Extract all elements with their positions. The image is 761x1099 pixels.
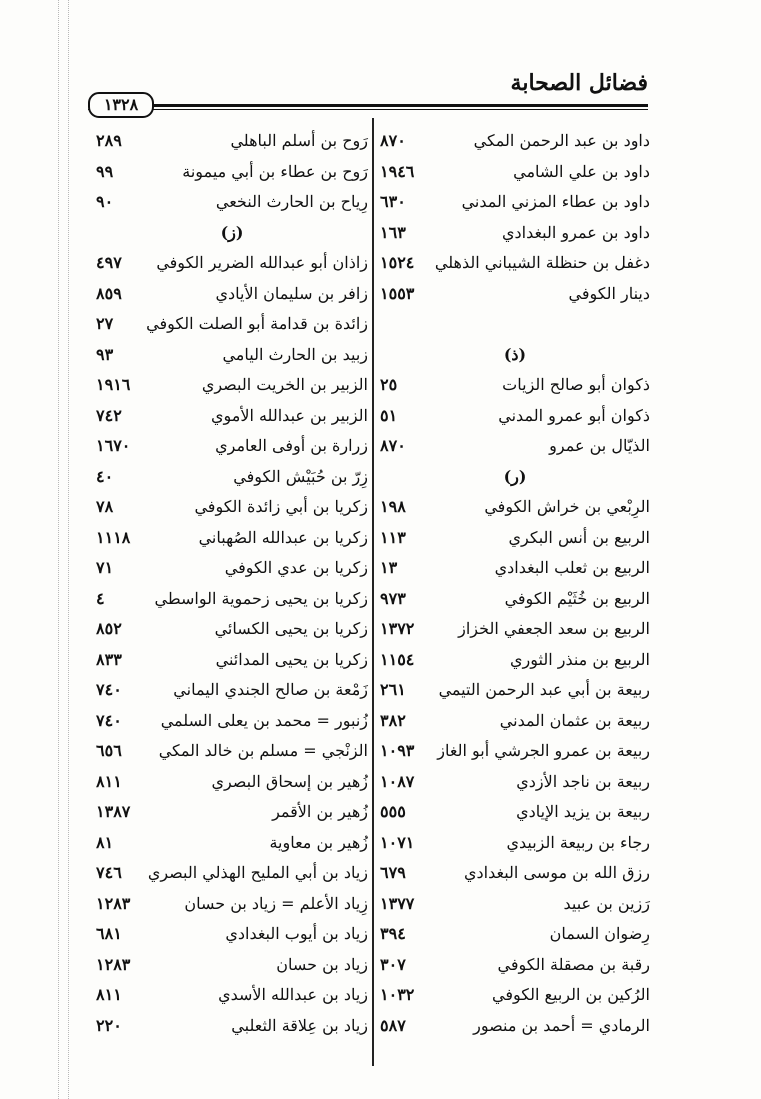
entry-name: زائدة بن قدامة أبو الصلت الكوفي	[146, 314, 368, 333]
entry-name: زِرّ بن حُبَيْش الكوفي	[233, 466, 368, 486]
entry-number: ١٠٨٧	[380, 771, 415, 791]
index-entry	[380, 159, 650, 190]
index-entry	[380, 281, 650, 312]
entry-number: ١٣٧٢	[380, 619, 415, 638]
entry-name: داود بن علي الشامي	[513, 161, 650, 181]
entry-number: ٢٧	[96, 314, 114, 333]
index-entry	[96, 128, 368, 159]
entry-number: ٧١	[96, 558, 114, 577]
entry-name: رِياح بن الحارث النخعي	[215, 192, 368, 211]
entry-name: الربيع بن أنس البكري	[508, 527, 650, 547]
entry-name: زرارة بن أوفى العامري	[215, 436, 368, 455]
index-entry	[96, 982, 368, 1013]
entry-name: الربيع بن ثعلب البغدادي	[494, 558, 650, 577]
entry-number: ٩٧٣	[380, 588, 406, 608]
entry-name: ربيعة بن عمرو الجرشي أبو الغاز	[437, 741, 650, 760]
entry-number: ٦٥٦	[96, 741, 122, 760]
index-entry	[96, 555, 368, 586]
index-entry	[380, 494, 650, 525]
section-heading: (ر)	[503, 466, 527, 486]
index-entry	[380, 250, 650, 281]
index-entry	[96, 677, 368, 708]
entry-name: ربيعة بن عثمان المدني	[499, 710, 650, 730]
index-entry	[380, 799, 650, 830]
index-entry	[96, 769, 368, 800]
index-column-right	[380, 128, 650, 1043]
index-entry	[380, 189, 650, 220]
entry-number: ١٥٢٤	[380, 253, 415, 272]
entry-name: زَمْعة بن صالح الجندي اليماني	[173, 680, 368, 699]
entry-name: زكريا بن أبي زائدة الكوفي	[194, 497, 368, 516]
entry-name: دينار الكوفي	[568, 283, 650, 303]
index-entry	[380, 647, 650, 678]
index-entry	[96, 830, 368, 861]
index-entry	[96, 281, 368, 312]
index-entry	[380, 891, 650, 922]
index-entry	[96, 860, 368, 891]
entry-number: ٥٥٥	[380, 802, 406, 821]
margin-line	[68, 0, 70, 1099]
entry-name: زياد بن عبدالله الأسدي	[218, 985, 368, 1004]
entry-number: ٧٤٢	[96, 405, 122, 425]
index-entry	[380, 952, 650, 983]
entry-name: زكريا بن يحيى زحموية الواسطي	[154, 588, 368, 608]
entry-name: الزنْجي = مسلم بن خالد المكي	[158, 741, 368, 760]
entry-number: ٢٢٠	[96, 1015, 122, 1035]
entry-number: ٤٠	[96, 466, 114, 486]
index-entry	[96, 708, 368, 739]
index-entry	[96, 433, 368, 464]
entry-name: رقبة بن مصقلة الكوفي	[497, 954, 650, 974]
column-divider	[372, 118, 374, 1066]
entry-name: زياد بن حسان	[276, 954, 368, 974]
entry-name: زُهير بن إسحاق البصري	[211, 771, 368, 791]
entry-number: ٨١١	[96, 771, 122, 791]
entry-name: داود بن عبد الرحمن المكي	[473, 131, 650, 150]
entry-number: ٨٥٢	[96, 619, 122, 638]
index-entry	[380, 860, 650, 891]
index-entry	[380, 586, 650, 617]
entry-name: ربيعة بن يزيد الإيادي	[516, 802, 650, 821]
entry-number: ٨٥٩	[96, 283, 122, 303]
index-entry	[380, 830, 650, 861]
entry-name: ربيعة بن ناجد الأزدي	[516, 771, 650, 791]
entry-name: الربيع بن خُثَيْم الكوفي	[504, 588, 650, 608]
index-entry	[96, 1013, 368, 1044]
index-column-left	[96, 128, 368, 1043]
entry-name: رَوح بن أسلم الباهلي	[230, 131, 368, 150]
index-entry	[380, 311, 650, 342]
entry-name: داود بن عطاء المزني المدني	[461, 192, 650, 211]
entry-number: ١١٣	[380, 527, 406, 547]
entry-number: ٤	[96, 588, 105, 608]
entry-name: زكريا بن عدي الكوفي	[224, 558, 368, 577]
index-entry	[96, 464, 368, 495]
index-entry	[380, 555, 650, 586]
index-entry	[380, 769, 650, 800]
entry-name: الرِبْعي بن خراش الكوفي	[484, 497, 650, 516]
index-entry	[96, 494, 368, 525]
entry-number: ٧٤٠	[96, 680, 122, 699]
entry-number: ١٣٨٧	[96, 802, 131, 821]
section-heading: (ذ)	[503, 344, 527, 364]
index-entry	[380, 708, 650, 739]
entry-number: ٨١	[96, 832, 114, 852]
entry-number: ٦٧٩	[380, 863, 406, 882]
index-entry	[96, 159, 368, 190]
entry-name: الزبير بن عبدالله الأموي	[210, 405, 368, 425]
index-entry	[380, 220, 650, 251]
entry-name: زُهير بن معاوية	[269, 832, 368, 852]
entry-number: ١٢٨٣	[96, 893, 131, 913]
entry-number: ١٦٣	[380, 222, 406, 242]
entry-name: ذكوان أبو صالح الزيات	[502, 375, 650, 394]
section-heading: (ز)	[220, 222, 244, 242]
entry-name: زياد بن عِلاقة الثعلبي	[231, 1015, 368, 1035]
entry-name: زبيد بن الحارث اليامي	[222, 344, 368, 364]
index-entry	[96, 342, 368, 373]
entry-name: الربيع بن سعد الجعفي الخزاز	[458, 619, 650, 638]
entry-name: ذكوان أبو عمرو المدني	[498, 405, 650, 425]
page-header	[88, 70, 648, 114]
entry-name: زُنبور = محمد بن يعلى السلمي	[160, 710, 368, 730]
entry-name: زُهير بن الأقمر	[272, 802, 368, 821]
index-entry	[96, 921, 368, 952]
entry-number: ٨٧٠	[380, 131, 406, 150]
entry-number: ١٠٩٣	[380, 741, 415, 760]
entry-name: الرُكين بن الربيع الكوفي	[491, 985, 650, 1004]
entry-number: ١٢٨٣	[96, 954, 131, 974]
section-letter	[96, 220, 368, 251]
entry-number: ٢٥	[380, 375, 398, 394]
index-entry	[96, 372, 368, 403]
index-entry	[96, 891, 368, 922]
entry-number: ٣٩٤	[380, 924, 406, 943]
entry-number: ١١١٨	[96, 527, 131, 547]
entry-number: ١٠٣٢	[380, 985, 415, 1004]
entry-number: ١٩٨	[380, 497, 406, 516]
entry-name: ربيعة بن أبي عبد الرحمن التيمي	[438, 680, 650, 699]
entry-number: ٦٣٠	[380, 192, 406, 211]
index-entry	[380, 1013, 650, 1044]
margin-line	[58, 0, 60, 1099]
entry-name: الرمادي = أحمد بن منصور	[473, 1015, 650, 1035]
entry-number: ٤٩٧	[96, 253, 122, 272]
entry-number: ٧٤٠	[96, 710, 122, 730]
index-entry	[96, 799, 368, 830]
page-number: ١٣٢٨	[88, 92, 154, 118]
entry-name: دغفل بن حنظلة الشيباني الذهلي	[434, 253, 650, 272]
index-entry	[380, 921, 650, 952]
entry-number: ٨١١	[96, 985, 122, 1004]
entry-number: ٧٤٦	[96, 863, 122, 882]
entry-name: داود بن عمرو البغدادي	[501, 222, 650, 242]
entry-name: زكريا بن يحيى الكسائي	[214, 619, 368, 638]
entry-number: ٢٨٩	[96, 131, 122, 150]
index-entry	[380, 616, 650, 647]
entry-name: الربيع بن منذر الثوري	[509, 649, 650, 669]
index-entry	[380, 982, 650, 1013]
entry-number: ١٩١٦	[96, 375, 131, 394]
index-entry	[380, 128, 650, 159]
entry-number: ٧٨	[96, 497, 114, 516]
entry-name: زكريا بن عبدالله الصُهباني	[198, 527, 368, 547]
entry-number: ١٦٧٠	[96, 436, 131, 455]
index-entry	[96, 616, 368, 647]
index-entry	[96, 738, 368, 769]
index-entry	[380, 738, 650, 769]
entry-number: ٨٧٠	[380, 436, 406, 455]
entry-number: ١٣٧٧	[380, 893, 415, 913]
entry-name: زكريا بن يحيى المدائني	[215, 649, 368, 669]
entry-number: ١٥٥٣	[380, 283, 415, 303]
entry-name: زياد بن أبي المليح الهذلي البصري	[147, 863, 368, 882]
entry-number: ٣٨٢	[380, 710, 406, 730]
entry-name: زياد بن أيوب البغدادي	[225, 924, 368, 943]
index-entry	[96, 250, 368, 281]
index-entry	[380, 433, 650, 464]
entry-name: رجاء بن ربيعة الزبيدي	[506, 832, 650, 852]
header-rule	[88, 104, 648, 107]
entry-number: ١٣	[380, 558, 398, 577]
entry-number: ٣٠٧	[380, 954, 406, 974]
entry-name: الذيّال بن عمرو	[549, 436, 650, 455]
index-entry	[96, 647, 368, 678]
index-entry	[380, 525, 650, 556]
entry-name: رَزين بن عبيد	[563, 893, 650, 913]
entry-number: ٩٠	[96, 192, 114, 211]
entry-number: ٩٣	[96, 344, 114, 364]
entry-number: ٢٦١	[380, 680, 406, 699]
entry-name: زِياد الأعلم = زياد بن حسان	[184, 893, 368, 913]
entry-name: رزق الله بن موسى البغدادي	[464, 863, 650, 882]
entry-number: ٦٨١	[96, 924, 122, 943]
index-entry	[96, 403, 368, 434]
entry-number: ١١٥٤	[380, 649, 415, 669]
section-letter	[380, 464, 650, 495]
section-letter	[380, 342, 650, 373]
book-title: فضائل الصحابة	[510, 70, 648, 96]
entry-number: ١٩٤٦	[380, 161, 415, 181]
entry-name: رَوح بن عطاء بن أبي ميمونة	[182, 161, 368, 181]
entry-name: الزبير بن الخريت البصري	[201, 375, 368, 394]
entry-number: ٥٨٧	[380, 1015, 406, 1035]
index-entry	[380, 677, 650, 708]
entry-number: ٩٩	[96, 161, 114, 181]
entry-number: ٨٣٣	[96, 649, 122, 669]
entry-number: ١٠٧١	[380, 832, 415, 852]
entry-name: رِضوان السمان	[549, 924, 650, 943]
entry-name: زاذان أبو عبدالله الضرير الكوفي	[156, 253, 368, 272]
index-entry	[380, 403, 650, 434]
entry-name: زافر بن سليمان الأيادي	[215, 283, 368, 303]
index-entry	[96, 952, 368, 983]
index-entry	[96, 189, 368, 220]
index-entry	[96, 525, 368, 556]
index-entry	[96, 311, 368, 342]
header-rule-thin	[88, 109, 648, 110]
entry-number: ٥١	[380, 405, 398, 425]
index-entry	[380, 372, 650, 403]
index-entry	[96, 586, 368, 617]
